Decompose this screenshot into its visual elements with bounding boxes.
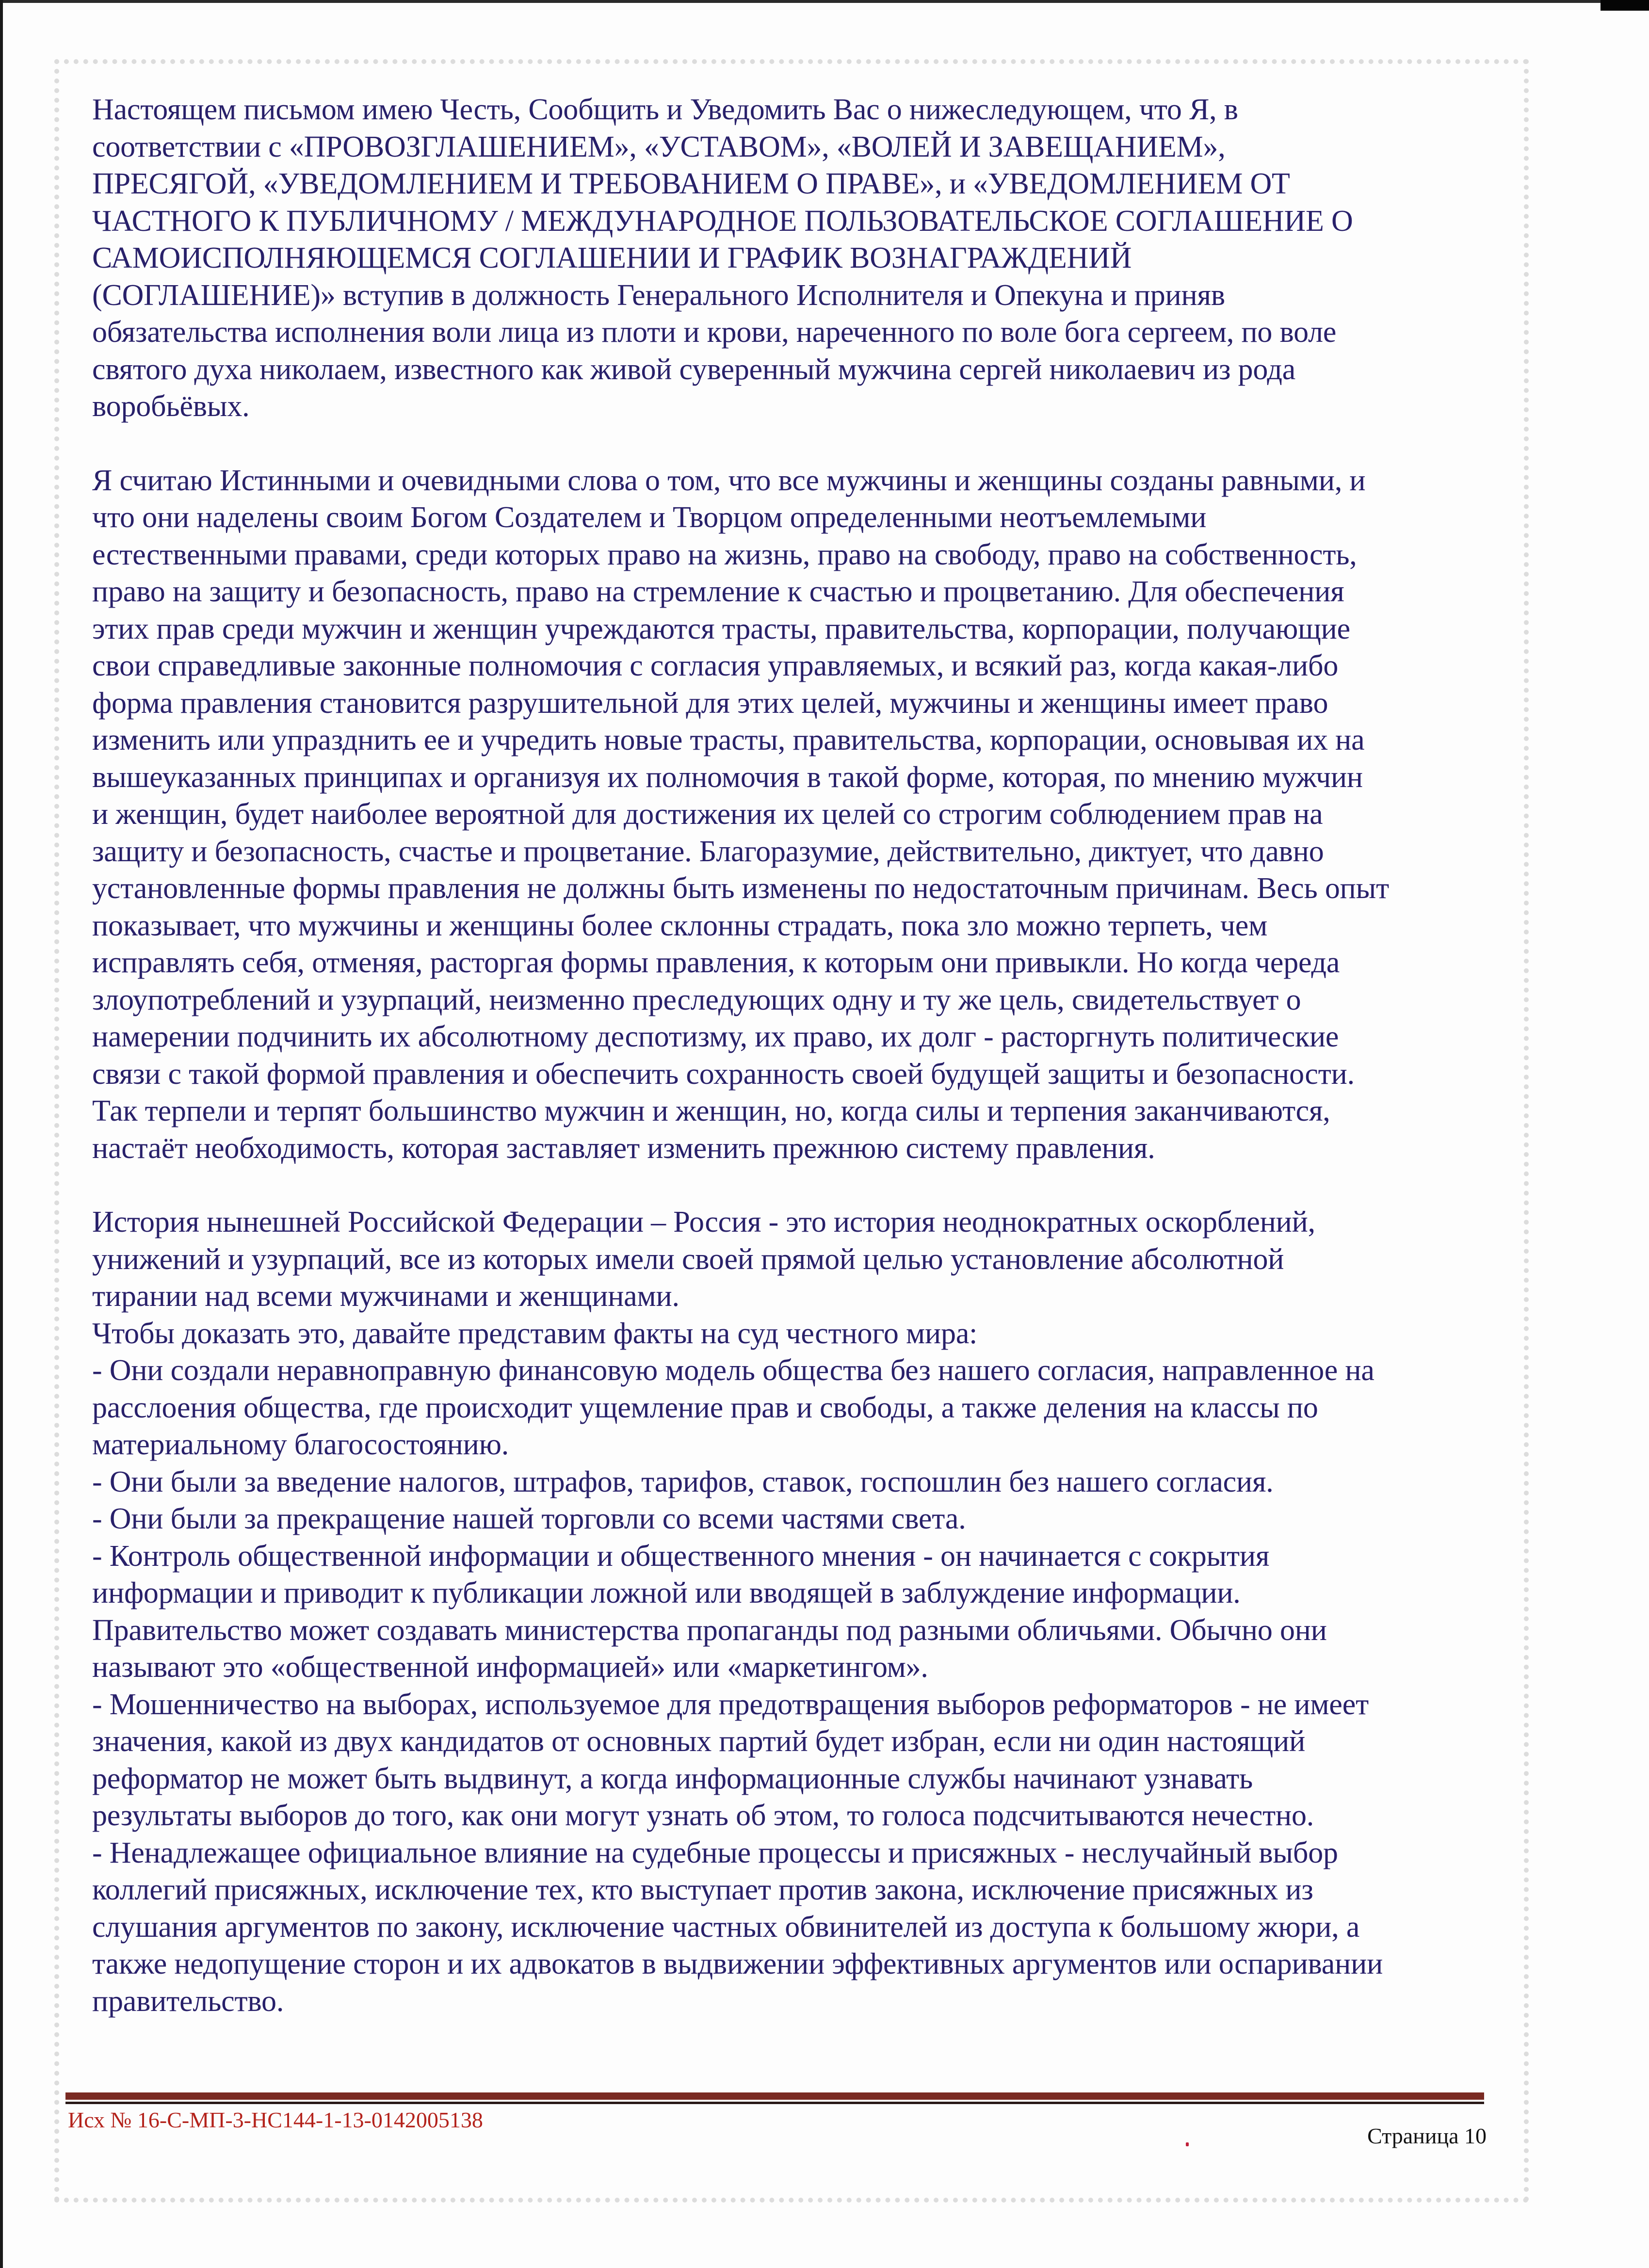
text-line: Чтобы доказать это, давайте представим факты на суд честного мира: bbox=[92, 1317, 978, 1350]
text-line: Так терпели и терпят большинство мужчин и женщин, но, когда силы и терпения заканчиваются, bbox=[92, 1094, 1330, 1127]
text-line: установленные формы правления не должны быть изменены по недостаточным причинам. Весь опыт bbox=[92, 872, 1389, 905]
document-body bbox=[92, 91, 1523, 2020]
text-line: настаёт необходимость, которая заставляет изменить прежнюю систему правления. bbox=[92, 1131, 1155, 1165]
text-line: святого духа николаем, известного как живой суверенный мужчина сергей николаевич из рода bbox=[92, 353, 1296, 386]
text-line: и женщин, будет наиболее вероятной для достижения их целей со строгим соблюдением прав на bbox=[92, 798, 1323, 831]
text-line: свои справедливые законные полномочия с согласия управляемых, и всякий раз, когда какая-либо bbox=[92, 649, 1339, 682]
text-line: что они наделены своим Богом Создателем и Творцом определенными неотъемлемыми bbox=[92, 501, 1207, 534]
scan-edge-left bbox=[0, 0, 3, 2268]
text-line: (СОГЛАШЕНИЕ)» вступив в должность Генерального Исполнителя и Опекуна и приняв bbox=[92, 278, 1225, 312]
text-line: воробьёвых. bbox=[92, 390, 250, 423]
scan-edge-corner bbox=[1600, 0, 1649, 11]
text-line: материальному благосостоянию. bbox=[92, 1428, 509, 1461]
text-line: Настоящем письмом имею Честь, Сообщить и Уведомить Вас о нижеследующем, что Я, в bbox=[92, 93, 1238, 126]
text-line: соответствии с «ПРОВОЗГЛАШЕНИЕМ», «УСТАВОМ», «ВОЛЕЙ И ЗАВЕЩАНИЕМ», bbox=[92, 130, 1226, 163]
text-line: информации и приводит к публикации ложной или вводящей в заблуждение информации. bbox=[92, 1576, 1241, 1609]
text-line: также недопущение сторон и их адвокатов в выдвижении эффективных аргументов или оспаривании bbox=[92, 1947, 1383, 1980]
text-line: правительство. bbox=[92, 1984, 284, 2018]
text-line: Правительство может создавать министерства пропаганды под разными обличьями. Обычно они bbox=[92, 1613, 1327, 1647]
text-line: называют это «общественной информацией» или «маркетингом». bbox=[92, 1651, 928, 1684]
text-line: защиту и безопасность, счастье и процветание. Благоразумие, действительно, диктует, что давно bbox=[92, 835, 1324, 868]
text-line: исправлять себя, отменяя, расторгая формы правления, к которым они привыкли. Но когда череда bbox=[92, 946, 1340, 979]
paragraph-intro bbox=[92, 91, 1523, 425]
text-line: История нынешней Российской Федерации – Россия - это история неоднократных оскорблений, bbox=[92, 1206, 1315, 1239]
text-line: - Ненадлежащее официальное влияние на судебные процессы и присяжных - неслучайный выбор bbox=[92, 1836, 1338, 1869]
text-line: ПРЕСЯГОЙ, «УВЕДОМЛЕНИЕМ И ТРЕБОВАНИЕМ О ПРАВЕ», и «УВЕДОМЛЕНИЕМ ОТ bbox=[92, 167, 1290, 200]
text-line: право на защиту и безопасность, право на стремление к счастью и процветанию. Для обеспечения bbox=[92, 575, 1344, 608]
text-line: тирании над всеми мужчинами и женщинами. bbox=[92, 1280, 679, 1313]
text-line: обязательства исполнения воли лица из плоти и крови, нареченного по воле бога сергеем, по воле bbox=[92, 316, 1337, 349]
text-line: этих прав среди мужчин и женщин учреждаются трасты, правительства, корпорации, получающие bbox=[92, 612, 1350, 645]
text-line: связи с такой формой правления и обеспечить сохранность своей будущей защиты и безопасности. bbox=[92, 1057, 1355, 1091]
text-line: показывает, что мужчины и женщины более склонны страдать, пока зло можно терпеть, чем bbox=[92, 909, 1268, 942]
text-line: - Они создали неравноправную финансовую модель общества без нашего согласия, направленное на bbox=[92, 1354, 1374, 1387]
scan-edge-top bbox=[0, 0, 1649, 3]
paragraph-history bbox=[92, 1204, 1523, 2020]
text-line: - Они были за прекращение нашей торговли со всеми частями света. bbox=[92, 1502, 966, 1535]
footer-divider bbox=[65, 2092, 1484, 2104]
text-line: унижений и узурпаций, все из которых имели своей прямой целью установление абсолютной bbox=[92, 1242, 1284, 1276]
footer-rule-thick bbox=[65, 2092, 1484, 2100]
text-line: результаты выборов до того, как они могут узнать об этом, то голоса подсчитываются нечестно. bbox=[92, 1799, 1314, 1832]
text-line: реформатор не может быть выдвинут, а когда информационные службы начинают узнавать bbox=[92, 1762, 1253, 1795]
paragraph-rights bbox=[92, 462, 1523, 1167]
text-line: форма правления становится разрушительной для этих целей, мужчины и женщины имеет право bbox=[92, 686, 1328, 720]
text-line: естественными правами, среди которых право на жизнь, право на свободу, право на собственность, bbox=[92, 538, 1357, 571]
text-line: значения, какой из двух кандидатов от основных партий будет избран, если ни один настоящий bbox=[92, 1725, 1306, 1758]
text-line: ЧАСТНОГО К ПУБЛИЧНОМУ / МЕЖДУНАРОДНОЕ ПОЛЬЗОВАТЕЛЬСКОЕ СОГЛАШЕНИЕ О bbox=[92, 204, 1353, 238]
text-line: изменить или упразднить ее и учредить новые трасты, правительства, корпорации, основывая их на bbox=[92, 724, 1365, 756]
footer-rule-thin bbox=[65, 2102, 1484, 2104]
text-line: САМОИСПОЛНЯЮЩЕМСЯ СОГЛАШЕНИИ И ГРАФИК ВОЗНАГРАЖДЕНИЙ bbox=[92, 241, 1132, 274]
text-line: коллегий присяжных, исключение тех, кто выступает против закона, исключение присяжных из bbox=[92, 1873, 1313, 1906]
text-line: вышеуказанных принципах и организуя их полномочия в такой форме, которая, по мнению мужчин bbox=[92, 760, 1363, 794]
text-line: расслоения общества, где происходит ущемление прав и свободы, а также деления на классы по bbox=[92, 1391, 1318, 1424]
text-line: - Контроль общественной информации и общественного мнения - он начинается с сокрытия bbox=[92, 1539, 1270, 1573]
page-number: Страница 10 bbox=[1367, 2123, 1487, 2148]
scan-artifact-dot bbox=[1186, 2142, 1189, 2146]
text-line: слушания аргументов по закону, исключение частных обвинителей из доступа к большому жюри, а bbox=[92, 1910, 1360, 1944]
text-line: - Мошенничество на выборах, используемое для предотвращения выборов реформаторов - не имеет bbox=[92, 1688, 1369, 1721]
text-line: намерении подчинить их абсолютному деспотизму, их право, их долг - расторгнуть политические bbox=[92, 1020, 1339, 1053]
text-line: - Они были за введение налогов, штрафов, тарифов, ставок, госпошлин без нашего согласия. bbox=[92, 1465, 1274, 1498]
text-line: Я считаю Истинными и очевидными слова о том, что все мужчины и женщины созданы равными, и bbox=[92, 464, 1366, 497]
outgoing-document-number: Исх № 16-С-МП-3-НС144-1-13-0142005138 bbox=[68, 2107, 483, 2132]
text-line: злоупотреблений и узурпаций, неизменно преследующих одну и ту же цель, свидетельствует о bbox=[92, 983, 1301, 1016]
